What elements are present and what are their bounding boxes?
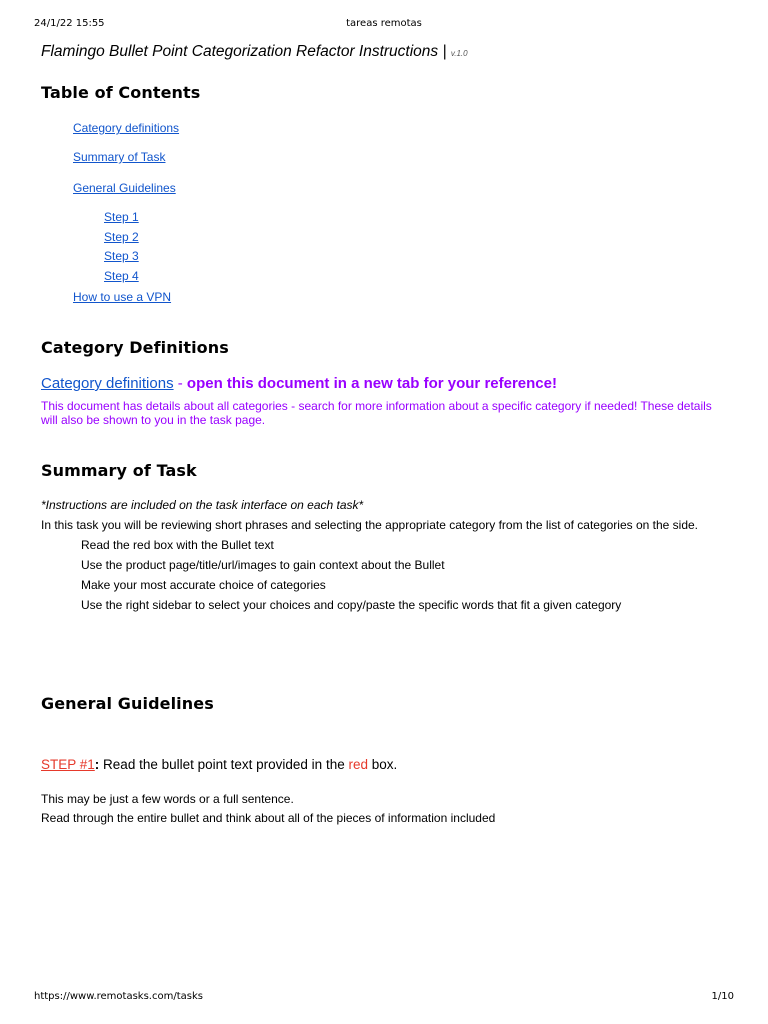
doc-version: v.1.0 — [450, 49, 468, 58]
category-callout: open this document in a new tab for your reference! — [186, 375, 557, 392]
category-note-line-2: will also be shown to you in the task page. — [41, 413, 266, 427]
step-1-colon: : — [94, 757, 100, 772]
toc-link-general-guidelines[interactable]: General Guidelines — [73, 181, 176, 195]
step-1-line — [41, 757, 397, 772]
summary-italic-note: *Instructions are included on the task interface on each task* — [41, 498, 364, 512]
toc-link-step-4[interactable]: Step 4 — [104, 269, 139, 283]
print-footer-page: 1/10 — [711, 991, 734, 1002]
toc-link-step-1[interactable]: Step 1 — [104, 210, 139, 224]
toc-link-category-definitions[interactable]: Category definitions — [73, 121, 180, 135]
print-footer-url: https://www.remotasks.com/tasks — [34, 991, 203, 1002]
general-line-2: Read through the entire bullet and think about all of the pieces of information included — [41, 811, 496, 825]
doc-title — [41, 43, 468, 61]
toc-link-step-3[interactable]: Step 3 — [104, 249, 139, 263]
toc-link-vpn[interactable]: How to use a VPN — [73, 290, 172, 304]
category-note-line-1: This document has details about all categories - search for more information about a specific category if needed! These details — [41, 399, 712, 413]
toc-heading: Table of Contents — [41, 83, 201, 102]
category-definitions-line — [41, 375, 557, 392]
summary-heading: Summary of Task — [41, 461, 197, 480]
print-datetime: 24/1/22 15:55 — [34, 18, 105, 29]
summary-intro: In this task you will be reviewing short phrases and selecting the appropriate category from the list of categories on the side. — [41, 518, 699, 532]
summary-step-4: Use the right sidebar to select your choices and copy/paste the specific words that fit a given category — [81, 598, 622, 612]
step-1-text-red: red — [348, 757, 368, 772]
summary-step-3: Make your most accurate choice of categories — [81, 578, 326, 592]
summary-step-2: Use the product page/title/url/images to gain context about the Bullet — [81, 558, 445, 572]
step-1-label[interactable]: STEP #1 — [41, 757, 95, 772]
step-1-text-before: Read the bullet point text provided in the — [99, 757, 349, 772]
summary-step-1: Read the red box with the Bullet text — [81, 538, 274, 552]
toc-link-step-2[interactable]: Step 2 — [104, 230, 139, 244]
toc-link-summary[interactable]: Summary of Task — [73, 150, 166, 164]
category-dash: - — [173, 375, 187, 392]
category-definitions-link[interactable]: Category definitions — [41, 375, 174, 392]
general-line-1: This may be just a few words or a full sentence. — [41, 792, 294, 806]
doc-title-text: Flamingo Bullet Point Categorization Refactor Instructions | — [41, 43, 447, 60]
category-definitions-heading: Category Definitions — [41, 338, 229, 357]
step-1-text-after: box. — [367, 757, 398, 772]
print-page-title: tareas remotas — [346, 18, 422, 29]
general-guidelines-heading: General Guidelines — [41, 694, 214, 713]
